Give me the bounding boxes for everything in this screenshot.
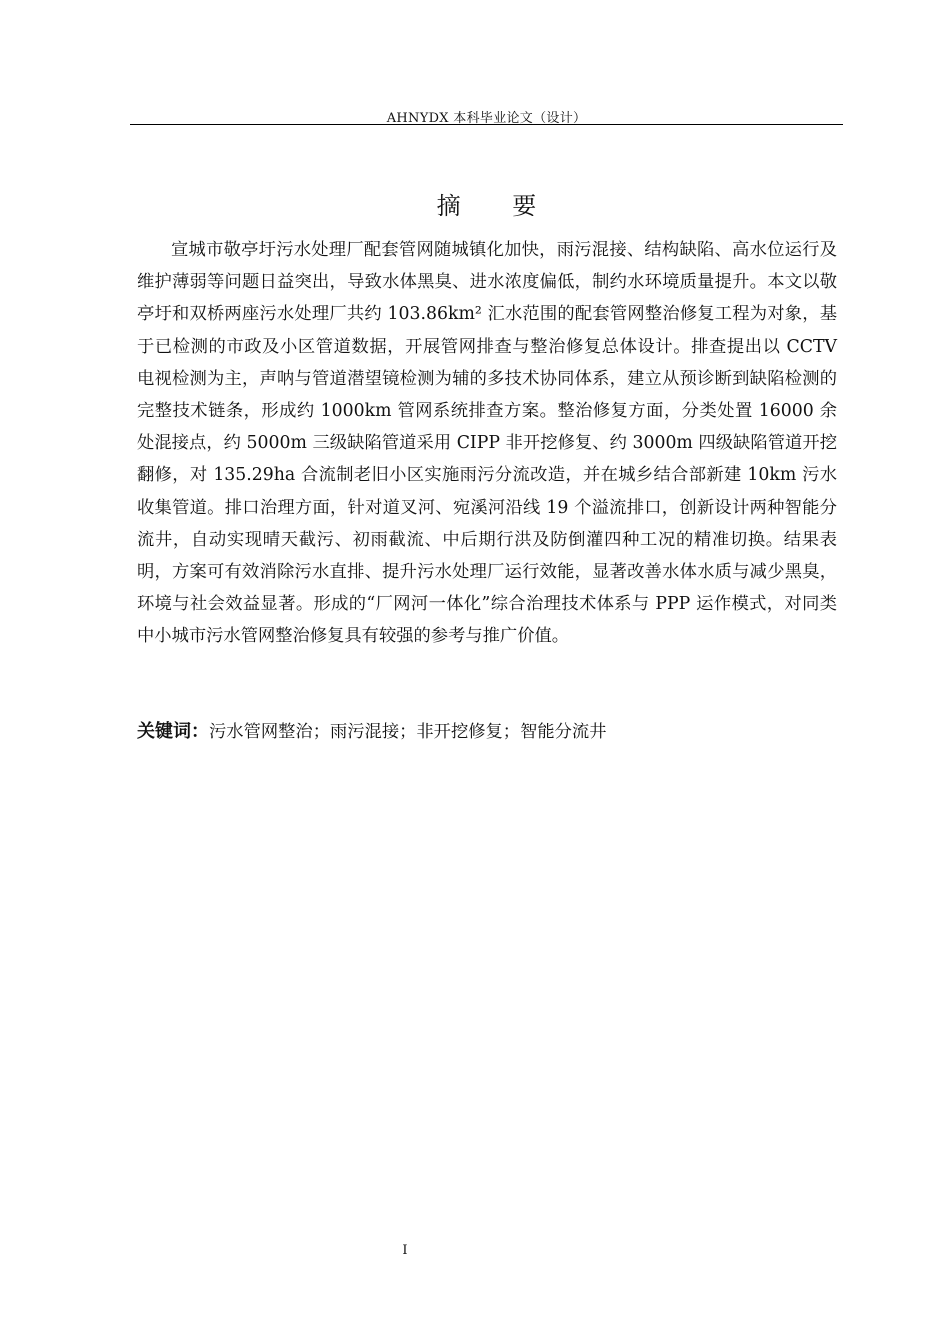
header-rule [130, 124, 843, 125]
page-number: I [402, 1243, 408, 1258]
keywords-line [137, 716, 837, 748]
running-header: AHNYDX 本科毕业论文（设计） [386, 111, 587, 126]
abstract-title: 摘 要 [436, 192, 559, 220]
keywords-text: 污水管网整治；雨污混接；非开挖修复；智能分流井 [209, 722, 607, 742]
abstract-body: 宣城市敬亭圩污水处理厂配套管网随城镇化加快，雨污混接、结构缺陷、高水位运行及维护薄弱等问题日益突出，导致水体黑臭、进水浓度偏低，制约水环境质量提升。本文以敬亭圩和双桥两座污水处理厂共约 103.86km² 汇水范围的配套管网整治修复工程为对象，基于已检测的市政及小区管道数据，开展管网排查与整治修复总体设计。排查提出以 CCTV 电视检测为主，声呐与管道潜望镜检测为辅的多技术协同体系，建立从预诊断到缺陷检测的完整技术链条，形成约 1000km 管网系统排查方案。整治修复方面，分类处置 16000 余处混接点，约 5000m 三级缺陷管道采用 CIPP 非开挖修复、约 3000m 四级缺陷管道开挖翻修，对 135.29ha 合流制老旧小区实施雨污分流改造，并在城乡结合部新建 10km 污水收集管道。排口治理方面，针对道叉河、宛溪河沿线 19 个溢流排口，创新设计两种智能分流井，自动实现晴天截污、初雨截流、中后期行洪及防倒灌四种工况的精准切换。结果表明，方案可有效消除污水直排、提升污水处理厂运行效能，显著改善水体水质与减少黑臭，环境与社会效益显著。形成的“厂网河一体化”综合治理技术体系与 PPP 运作模式，对同类中小城市污水管网整治修复具有较强的参考与推广价值。 [137, 240, 837, 647]
keywords-label: 关键词： [137, 721, 209, 742]
